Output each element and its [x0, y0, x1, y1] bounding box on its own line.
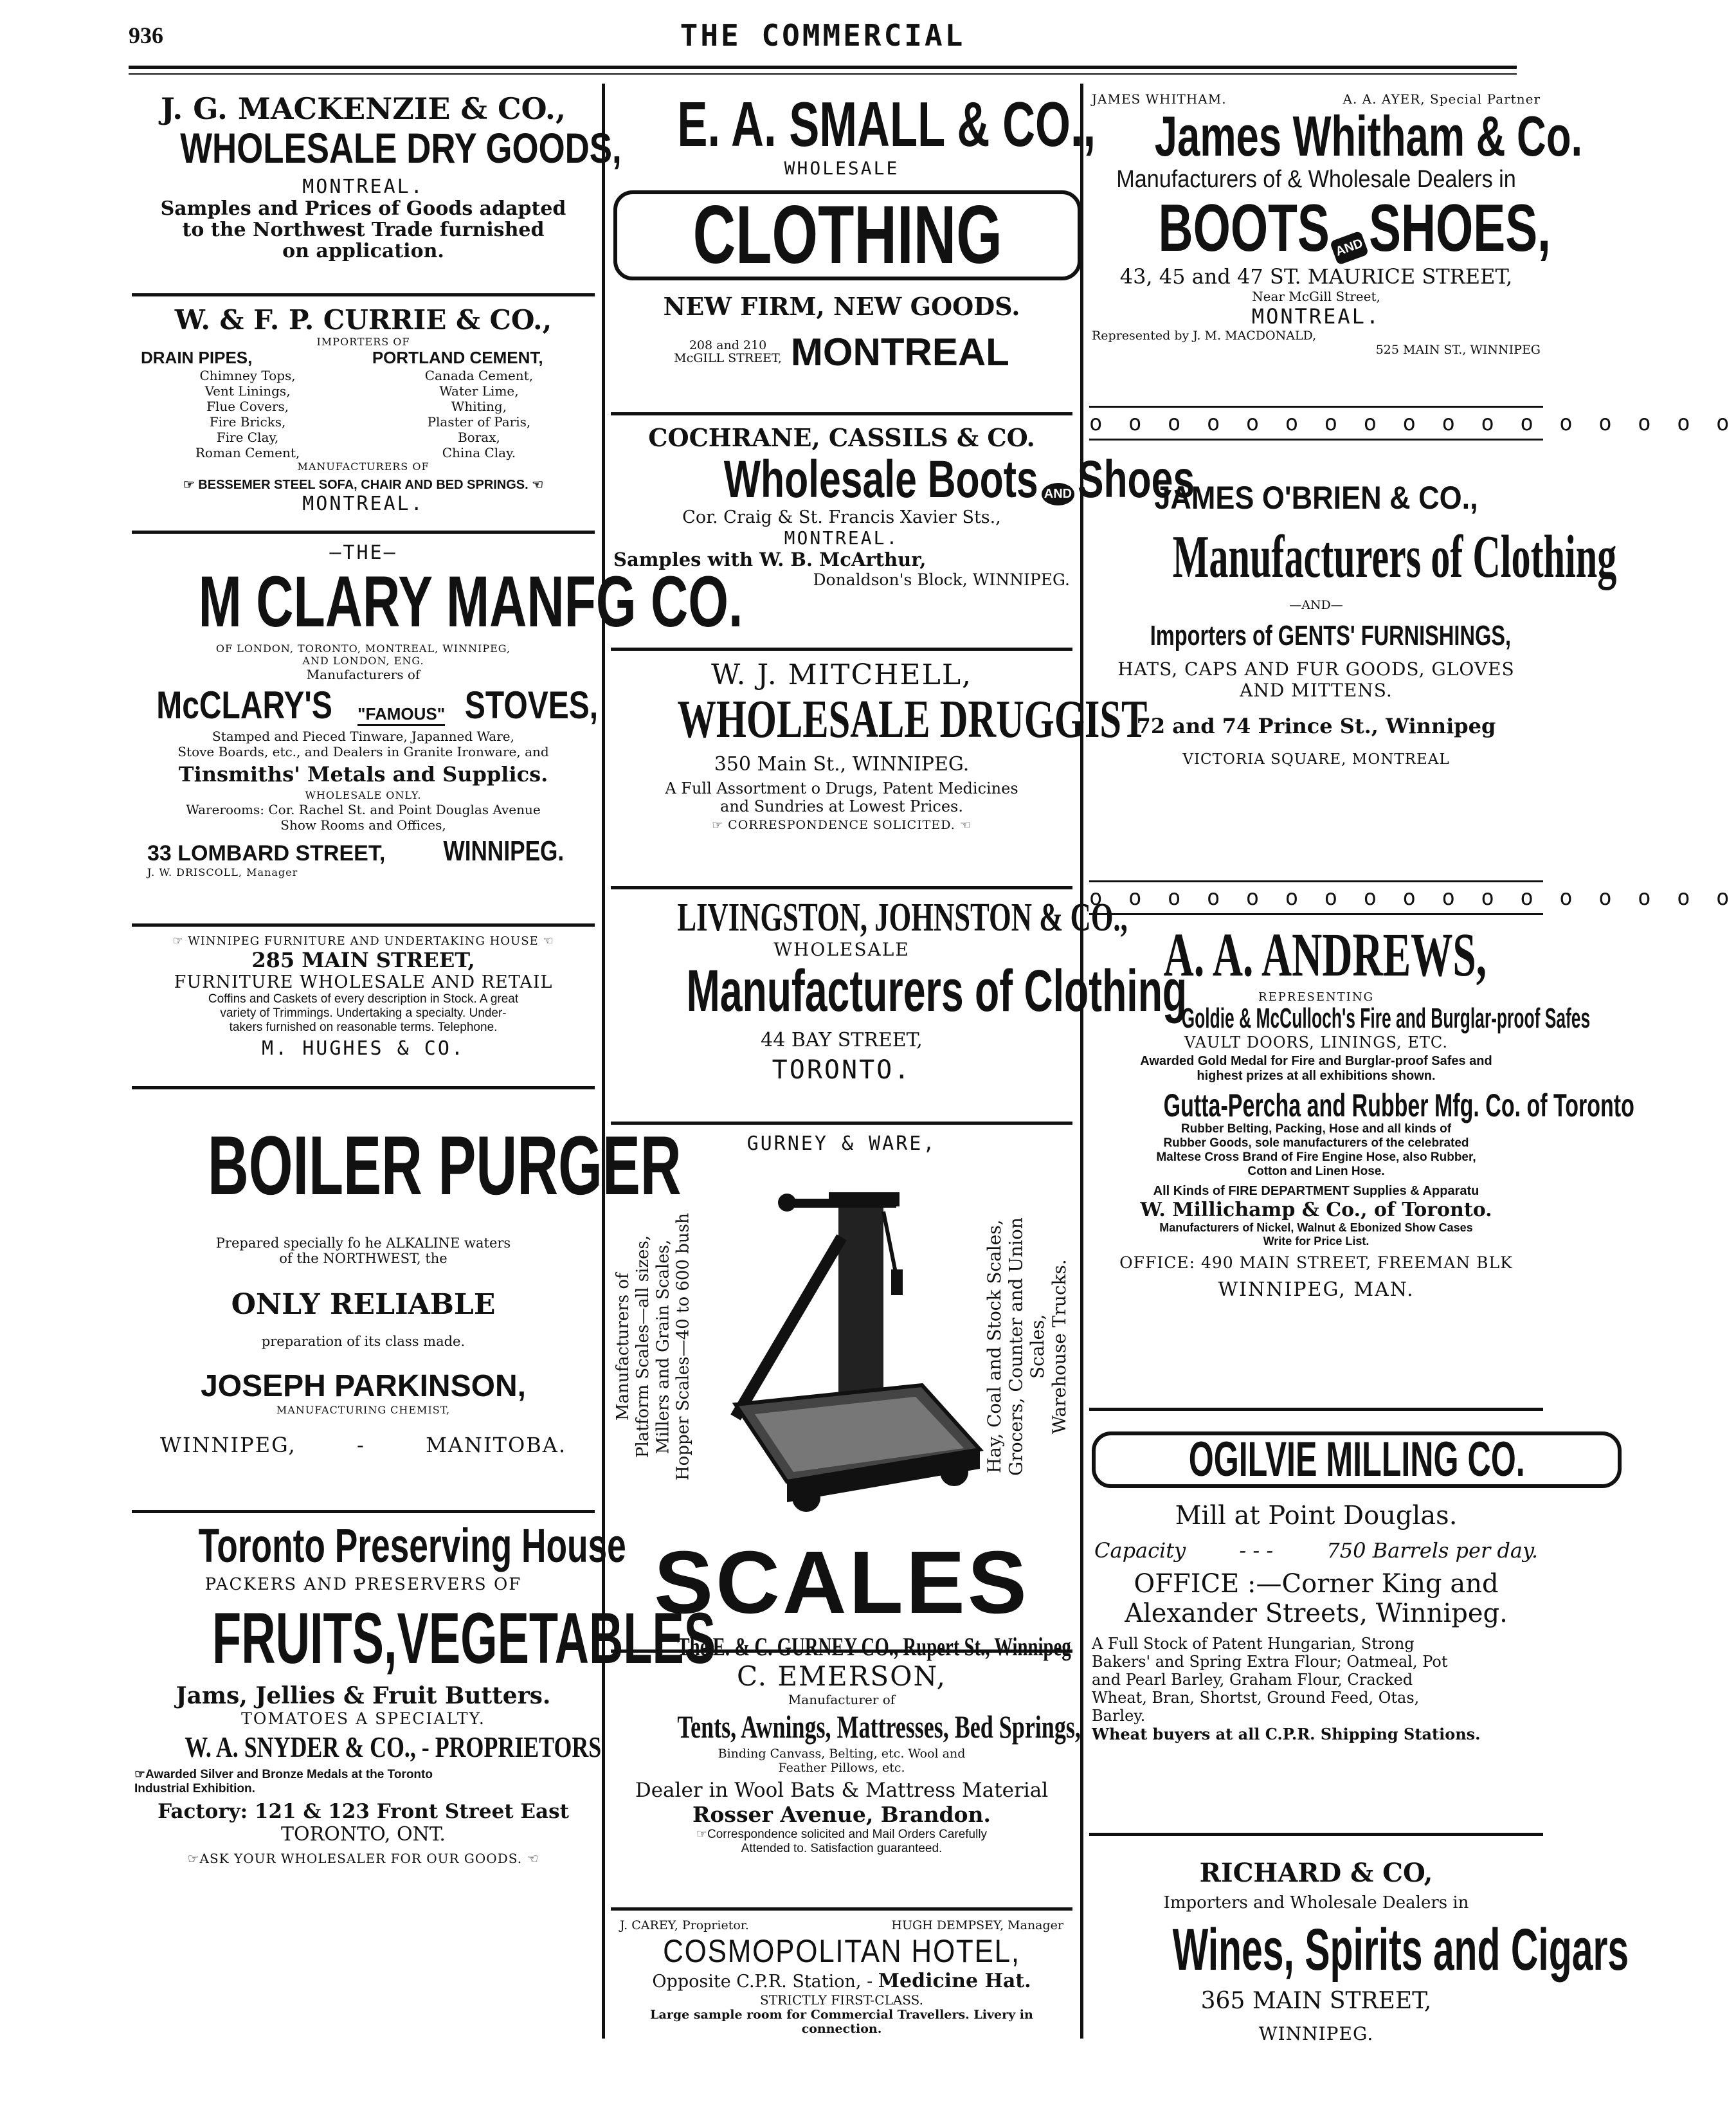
- ad-vault: VAULT DOORS, LININGS, ETC.: [1184, 1033, 1448, 1051]
- ad-obrien: [1089, 441, 1617, 880]
- ad-address: Rosser Avenue, Brandon.: [692, 1801, 991, 1827]
- ad-business: WHOLESALE DRUGGIST: [677, 689, 1148, 749]
- ad-office-1: OFFICE :—Corner King and: [1134, 1569, 1499, 1599]
- ogilvie-bracket: [1092, 1431, 1622, 1488]
- ad-address: 285 MAIN STREET,: [251, 948, 475, 972]
- ad-importers: Importers of GENTS' FURNISHINGS,: [1150, 619, 1512, 651]
- ad-warerooms-1: Warerooms: Cor. Rachel St. and Point Douglas Avenue: [186, 801, 541, 817]
- ad-small: [611, 84, 1096, 415]
- left-text-1: Manufacturers of: [613, 1273, 633, 1421]
- header-rule: [129, 66, 1517, 69]
- left-text-4: Hopper Scales—40 to 600 bush: [673, 1213, 693, 1480]
- ad-toronto-preserving: [132, 1513, 716, 1875]
- ad-mackenzie: [132, 84, 622, 296]
- scale-illustration-box: [613, 1160, 1070, 1533]
- ad-business: Wholesale Boots: [723, 450, 1038, 509]
- ad-factory: Factory: 121 & 123 Front Street East: [158, 1799, 569, 1823]
- right-text-2: Grocers, Counter and Union: [1005, 1217, 1027, 1476]
- ad-text-2: of the NORTHWEST, the: [279, 1250, 448, 1266]
- ad-ask-text: ASK YOUR WHOLESALER FOR OUR GOODS.: [199, 1850, 523, 1866]
- ad-desc: Manufacturers of & Wholesale Dealers in: [1116, 166, 1516, 194]
- ad-name: J. G. MACKENZIE & CO.,: [161, 91, 566, 126]
- ad-strict: STRICTLY FIRST-CLASS.: [760, 1992, 923, 2008]
- product-heading: PORTLAND CEMENT,: [372, 348, 543, 368]
- ad-capacity-value: 750 Barrels per day.: [1326, 1538, 1538, 1563]
- ad-name: OGILVIE MILLING CO.: [1188, 1432, 1525, 1487]
- ad-mfr: Manufacturers of: [306, 666, 420, 682]
- ad-cochrane: [611, 415, 1195, 651]
- ad-and: —AND—: [1289, 597, 1343, 612]
- product-item: China Clay.: [442, 445, 516, 461]
- ad-name: GURNEY & WARE,: [746, 1132, 937, 1155]
- ad-products: Tents, Awnings, Mattresses, Bed Springs,: [677, 1709, 1081, 1745]
- ad-ask: [134, 1851, 592, 1866]
- ad-business: Manufacturers of Clothing: [686, 958, 1188, 1024]
- ad-corr-text: Correspondence solicited and Mail Orders Carefully: [707, 1827, 988, 1841]
- ad-stock-1: A Full Stock of Patent Hungarian, Strong: [1092, 1635, 1415, 1653]
- ad-stock-3: and Pearl Barley, Graham Flour, Cracked: [1092, 1671, 1413, 1689]
- ring-border-2: o o o o o o o o o o o o o o o o o: [1089, 885, 1736, 911]
- ad-boots-row: [1092, 191, 1551, 266]
- ad-gutta: Gutta-Percha and Rubber Mfg. Co. of Toronto: [1163, 1087, 1634, 1123]
- ad-the: —THE—: [329, 541, 397, 564]
- ad-mcclary: [132, 534, 743, 927]
- ad-shoes: SHOES,: [1369, 191, 1551, 266]
- ad-partner-right: A. A. AYER, Special Partner: [1343, 91, 1541, 107]
- right-text-1: Hay, Coal and Stock Scales,: [983, 1219, 1005, 1474]
- ad-sample-2: connection.: [801, 2022, 882, 2036]
- ad-scales: SCALES: [654, 1533, 1029, 1632]
- ad-wholesale: WHOLESALE ONLY.: [305, 789, 422, 802]
- header-rule-thin: [129, 73, 1517, 75]
- pointing-hand-icon: ☜: [538, 934, 554, 948]
- ad-location: [613, 1970, 1070, 1992]
- ad-tag: NEW FIRM, NEW GOODS.: [663, 291, 1020, 321]
- ad-safes: Goldie & McCulloch's Fire and Burglar-proof Safes: [1181, 1002, 1591, 1034]
- left-text-3: Millers and Grain Scales,: [653, 1239, 673, 1454]
- ad-business: WHOLESALE DRY GOODS,: [180, 124, 622, 172]
- ad-house-text: WINNIPEG FURNITURE AND UNDERTAKING HOUSE: [188, 934, 539, 948]
- page-number: 936: [129, 23, 163, 48]
- ad-rubber-3: Maltese Cross Brand of Fire Engine Hose, also Rubber,: [1156, 1150, 1476, 1165]
- ad-name: JAMES O'BRIEN & CO.,: [1154, 480, 1478, 516]
- ad-proprietor: J. CAREY, Proprietor.: [620, 1918, 749, 1932]
- ad-role: MANUFACTURING CHEMIST,: [276, 1403, 451, 1416]
- product-item: Plaster of Paris,: [427, 414, 531, 430]
- ad-subtitle: PACKERS AND PRESERVERS OF: [204, 1574, 522, 1594]
- ad-city: TORONTO, ONT.: [281, 1822, 446, 1846]
- ad-award-2: highest prizes at all exhibitions shown.: [1197, 1068, 1436, 1083]
- column-3: [1089, 84, 1736, 2044]
- stoves-label: STOVES,: [465, 683, 599, 727]
- ad-currie: [132, 296, 595, 534]
- ad-prep: preparation of its class made.: [261, 1333, 466, 1349]
- ad-capacity-label: Capacity: [1094, 1538, 1186, 1563]
- ad-richard: [1089, 1836, 1629, 2053]
- ad-jams: Jams, Jellies & Fruit Butters.: [176, 1682, 551, 1710]
- ad-tinsmiths: Tinsmiths' Metals and Supplics.: [178, 762, 548, 787]
- product-item: Borax,: [457, 430, 500, 446]
- ad-text-2: variety of Trimmings. Undertaking a specialty. Under-: [220, 1006, 507, 1020]
- product-item: Fire Bricks,: [209, 414, 286, 430]
- ad-proprietors: W. A. SNYDER & CO., - PROPRIETORS: [185, 1731, 602, 1764]
- ad-address: 350 Main St., WINNIPEG.: [714, 753, 970, 776]
- ad-location-city: Medicine Hat.: [878, 1970, 1031, 1992]
- ad-wholesale: WHOLESALE: [773, 939, 910, 961]
- ad-whitham: [1089, 84, 1583, 406]
- ad-location-row: [134, 1433, 592, 1457]
- ad-title: Toronto Preserving House: [198, 1519, 626, 1572]
- ad-text-2: Feather Pillows, etc.: [778, 1760, 905, 1775]
- ad-sample-1: Large sample room for Commercial Travellers. Livery in: [650, 2008, 1033, 2022]
- pointing-hand-icon: ☞: [712, 818, 728, 833]
- ad-address: [674, 339, 782, 366]
- pointing-hand-icon: ☞: [696, 1827, 707, 1841]
- ad-clothing: CLOTHING: [692, 188, 1002, 281]
- pointing-hand-icon: ☜: [955, 818, 972, 833]
- ad-products: [134, 477, 592, 493]
- ad-text-3: takers furnished on reasonable terms. Telephone.: [229, 1020, 498, 1034]
- ad-capacity-dash: - - -: [1239, 1538, 1274, 1563]
- ad-capacity-row: [1092, 1538, 1541, 1563]
- product-item: Roman Cement,: [195, 445, 300, 461]
- ad-rep-address: 525 MAIN ST., WINNIPEG: [1375, 342, 1541, 357]
- ad-emerson: [611, 1653, 1081, 1911]
- ad-mill-1: Manufacturers of Nickel, Walnut & Ebonized Show Cases: [1159, 1221, 1473, 1235]
- ad-award-2: Industrial Exhibition.: [134, 1781, 255, 1795]
- ad-ogilvie: [1089, 1411, 1543, 1836]
- product-item: Fire Clay,: [216, 430, 279, 446]
- right-text-3: Scales,: [1026, 1314, 1048, 1379]
- ad-tomatoes: TOMATOES A SPECIALTY.: [241, 1709, 485, 1729]
- and-emblem: AND: [1330, 231, 1370, 266]
- ad-desc: Importers and Wholesale Dealers in: [1163, 1893, 1469, 1913]
- ad-award-text: Awarded Silver and Bronze Medals at the Toronto: [145, 1767, 433, 1781]
- ad-boots: BOOTS: [1158, 191, 1330, 266]
- ad-city: WINNIPEG.: [443, 835, 565, 867]
- pointing-hand-icon: ☜: [522, 1850, 539, 1866]
- ad-city: MONTREAL: [790, 330, 1009, 374]
- ad-wholesale: WHOLESALE: [784, 157, 900, 179]
- column-divider-2: [1080, 84, 1083, 2039]
- ad-location-text: Opposite C.P.R. Station, -: [652, 1972, 873, 1992]
- product-columns: [134, 348, 592, 460]
- ad-stock-5: Barley.: [1092, 1707, 1146, 1725]
- ad-business: Wines, Spirits and Cigars: [1172, 1917, 1629, 1983]
- ad-near: Near McGill Street,: [1252, 288, 1380, 304]
- ad-name: C. EMERSON,: [737, 1660, 946, 1692]
- clothing-bracket: [613, 190, 1081, 280]
- stoves-brand: McCLARY'S: [156, 683, 332, 727]
- ad-office: OFFICE: 490 MAIN STREET, FREEMAN BLK: [1119, 1253, 1513, 1273]
- separator-dash: -: [356, 1432, 365, 1457]
- ad-hughes: [132, 927, 595, 1089]
- ad-city: WINNIPEG,: [160, 1432, 296, 1457]
- ad-name: E. A. SMALL & CO.,: [677, 89, 1096, 159]
- product-list-right: [372, 348, 586, 460]
- ad-name: W. J. MITCHELL,: [710, 659, 973, 691]
- ad-subtitle: MANUFACTURERS OF: [297, 460, 429, 473]
- right-text-4: Warehouse Trucks.: [1048, 1259, 1070, 1434]
- ad-name: W. & F. P. CURRIE & CO.,: [174, 304, 552, 336]
- ad-livingston: [611, 889, 1188, 1125]
- ad-address-row: [134, 837, 592, 866]
- ad-manager: J. W. DRISCOLL, Manager: [147, 866, 298, 878]
- ad-city: WINNIPEG.: [1258, 2022, 1374, 2044]
- product-item: Canada Cement,: [424, 368, 534, 384]
- rule: [1089, 406, 1543, 408]
- ad-city: WINNIPEG, MAN.: [1218, 1278, 1415, 1302]
- ad-mill-2: Write for Price List.: [1263, 1235, 1370, 1248]
- ad-staff-row: [613, 1918, 1070, 1932]
- and-emblem: AND: [1042, 483, 1074, 505]
- ad-business: FURNITURE WHOLESALE AND RETAIL: [174, 972, 553, 992]
- ad-corr: [613, 818, 1070, 832]
- ad-shoes: Shoes: [1078, 450, 1195, 509]
- ad-name: M CLARY MANFG CO.: [198, 561, 743, 642]
- pointing-hand-icon: ☞: [187, 1850, 200, 1866]
- ad-city: MONTREAL.: [784, 527, 900, 549]
- ogilvie-frame: [1092, 1428, 1541, 1492]
- ad-gurney: [611, 1125, 1072, 1661]
- ad-city: MONTREAL.: [302, 493, 424, 516]
- ad-mitchell: [611, 651, 1148, 889]
- ad-block: Donaldson's Block, WINNIPEG.: [813, 570, 1070, 590]
- ad-stock-4: Wheat, Bran, Shortst, Ground Feed, Otas,: [1092, 1689, 1420, 1707]
- publication-title: THE COMMERCIAL: [680, 18, 966, 53]
- left-side-text: [613, 1167, 694, 1527]
- ad-city: TORONTO.: [772, 1055, 912, 1085]
- ad-partner-left: JAMES WHITHAM.: [1092, 91, 1227, 107]
- ad-corr-2: Attended to. Satisfaction guaranteed.: [741, 1841, 943, 1855]
- ad-subtitle: IMPORTERS OF: [316, 336, 410, 348]
- ad-desc-1: Stamped and Pieced Tinware, Japanned Ware,: [212, 729, 514, 745]
- rule: [1089, 880, 1543, 882]
- clothing-frame: [613, 186, 1070, 284]
- ad-award-1: [134, 1767, 592, 1782]
- ad-province: MANITOBA.: [426, 1432, 566, 1457]
- ad-office-2: Alexander Streets, Winnipeg.: [1125, 1599, 1508, 1628]
- ad-address-1: 208 and 210: [689, 338, 767, 352]
- ad-desc-2: Stove Boards, etc., and Dealers in Granite Ironware, and: [177, 744, 549, 760]
- right-side-text: [984, 1167, 1070, 1527]
- ad-name: JOSEPH PARKINSON,: [201, 1368, 526, 1403]
- pointing-hand-icon: ☜: [528, 478, 544, 493]
- ad-house: [134, 934, 592, 948]
- ad-city: MONTREAL.: [302, 176, 424, 199]
- ad-name: LIVINGSTON, JOHNSTON & CO.,: [677, 896, 1128, 940]
- pointing-hand-icon: ☞: [183, 478, 199, 493]
- product-item: Flue Covers,: [206, 399, 289, 415]
- ad-address: 72 and 74 Prince St., Winnipeg: [1136, 713, 1496, 738]
- product-item: Whiting,: [451, 399, 507, 415]
- ad-address-2: McGILL STREET,: [674, 351, 782, 366]
- product-heading: DRAIN PIPES,: [141, 348, 253, 368]
- ad-text-3: on application.: [282, 240, 444, 263]
- ad-millichamp: W. Millichamp & Co., of Toronto.: [1140, 1199, 1492, 1222]
- ad-andrews: [1089, 915, 1634, 1408]
- ad-corr-1: [613, 1827, 1070, 1842]
- left-text-2: Platform Scales—all sizes,: [633, 1235, 653, 1458]
- ad-rep: REPRESENTING: [1258, 990, 1374, 1004]
- column-divider-1: [602, 84, 605, 2039]
- platform-scale-icon: [710, 1173, 986, 1520]
- ad-rubber-4: Cotton and Linen Hose.: [1247, 1165, 1385, 1179]
- ad-name: COSMOPOLITAN HOTEL,: [663, 1933, 1020, 1969]
- ring-border-1: o o o o o o o o o o o o o o o o o: [1089, 410, 1736, 436]
- ad-square: VICTORIA SQUARE, MONTREAL: [1182, 750, 1450, 768]
- ad-address: 33 LOMBARD STREET,: [147, 840, 386, 866]
- ad-samples: Samples with W. B. McArthur,: [613, 549, 927, 571]
- product-item: Water Lime,: [439, 383, 519, 399]
- ad-name: A. A. ANDREWS,: [1163, 920, 1487, 989]
- pointing-hand-icon: ☞: [172, 934, 188, 948]
- ad-award-1: Awarded Gold Medal for Fire and Burglar-proof Safes and: [1140, 1053, 1492, 1068]
- ad-rubber-1: Rubber Belting, Packing, Hose and all kinds of: [1180, 1122, 1452, 1136]
- ad-stoves: [134, 683, 599, 727]
- ad-city: MONTREAL.: [1251, 304, 1381, 329]
- ad-mfr: Manufacturer of: [788, 1692, 896, 1707]
- ad-address: 43, 45 and 47 ST. MAURICE STREET,: [1119, 264, 1513, 289]
- ad-manager: HUGH DEMPSEY, Manager: [891, 1918, 1063, 1932]
- ad-dealer: Dealer in Wool Bats & Mattress Material: [635, 1778, 1049, 1802]
- ad-title: BOILER PURGER: [207, 1118, 682, 1212]
- product-item: Chimney Tops,: [199, 368, 296, 384]
- ad-business-row: [613, 450, 1195, 509]
- ad-business: Manufacturers of Clothing: [1172, 523, 1617, 590]
- ad-text-1: Coffins and Caskets of every description in Stock. A great: [208, 992, 519, 1006]
- ad-text-1: HATS, CAPS AND FUR GOODS, GLOVES: [1117, 658, 1515, 680]
- ad-rubber-2: Rubber Goods, sole manufacturers of the celebrated: [1163, 1136, 1469, 1150]
- page-header: [129, 18, 1517, 63]
- ad-text-1: Samples and Prices of Goods adapted: [160, 197, 566, 221]
- ad-address: Cor. Craig & St. Francis Xavier Sts.,: [682, 507, 1001, 528]
- ad-wheat: Wheat buyers at all C.P.R. Shipping Stations.: [1092, 1725, 1481, 1743]
- ad-locations-1: OF LONDON, TORONTO, MONTREAL, WINNIPEG,: [215, 642, 511, 655]
- pointing-hand-icon: ☞: [134, 1767, 146, 1781]
- product-item: Vent Linings,: [204, 383, 291, 399]
- ad-address: 44 BAY STREET,: [761, 1028, 923, 1051]
- ad-text-1: Prepared specially fo he ALKALINE waters: [215, 1235, 511, 1251]
- ad-name: COCHRANE, CASSILS & CO.: [648, 423, 1035, 452]
- ad-big: FRUITS,VEGETABLES: [212, 1597, 716, 1678]
- ad-reliable: ONLY RELIABLE: [231, 1287, 496, 1321]
- ad-rep: Represented by J. M. MACDONALD,: [1092, 328, 1317, 343]
- ad-corr-text: CORRESPONDENCE SOLICITED.: [728, 818, 955, 833]
- ad-address: 365 MAIN STREET,: [1200, 1987, 1432, 2014]
- ad-text-2: to the Northwest Trade furnished: [182, 219, 545, 242]
- ad-name: RICHARD & CO,: [1199, 1858, 1433, 1888]
- ad-company: The E. & C. GURNEY CO., Rupert St., Winnipeg: [677, 1632, 1071, 1661]
- ad-warerooms-2: Show Rooms and Offices,: [280, 817, 446, 833]
- ad-name: M. HUGHES & CO.: [262, 1037, 465, 1060]
- ad-text-1: Binding Canvass, Belting, etc. Wool and: [718, 1746, 966, 1761]
- product-list-left: [141, 348, 354, 460]
- stoves-famous: "FAMOUS": [357, 704, 445, 726]
- ad-cosmopolitan: [611, 1911, 1072, 2045]
- ad-products-text: BESSEMER STEEL SOFA, CHAIR AND BED SPRINGS.: [198, 478, 529, 493]
- ad-text-2: AND MITTENS.: [1240, 679, 1393, 701]
- ad-fire: All Kinds of FIRE DEPARTMENT Supplies & Apparatu: [1153, 1184, 1479, 1199]
- ad-stock-2: Bakers' and Spring Extra Flour; Oatmeal, Pot: [1092, 1653, 1448, 1671]
- ad-text-2: and Sundries at Lowest Prices.: [720, 797, 963, 816]
- ad-address-row: [613, 330, 1070, 374]
- ad-text-1: A Full Assortment o Drugs, Patent Medicines: [665, 779, 1018, 798]
- ad-locations-2: AND LONDON, ENG.: [302, 654, 424, 667]
- ad-name: James Whitham & Co.: [1154, 104, 1583, 168]
- ad-mill: Mill at Point Douglas.: [1175, 1501, 1458, 1531]
